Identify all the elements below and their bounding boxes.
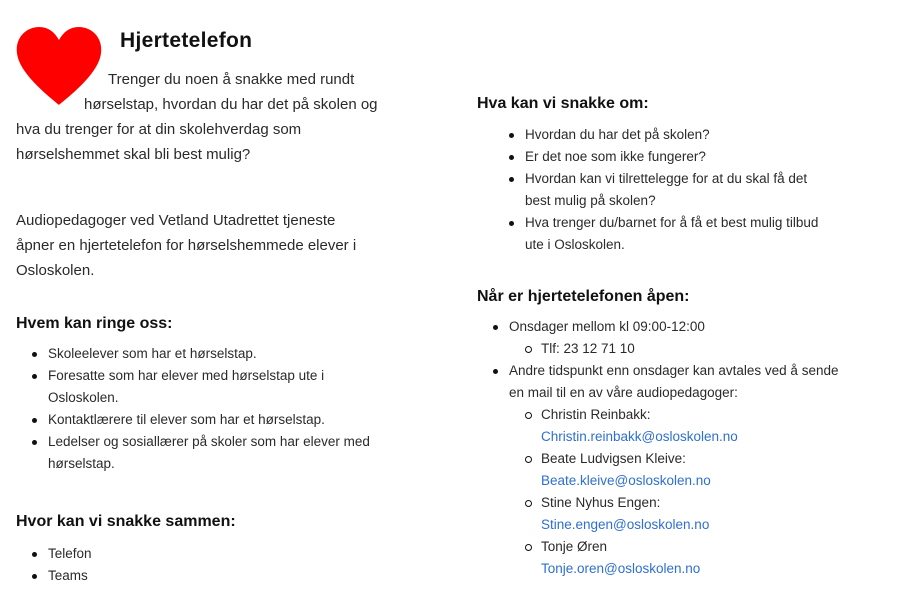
about-line: Audiopedagoger ved Vetland Utadrettet tjeneste	[16, 212, 336, 229]
about-paragraph	[16, 208, 356, 283]
bullet-icon	[32, 352, 37, 357]
circle-bullet-icon	[525, 500, 532, 507]
list-item	[509, 338, 838, 360]
circle-bullet-icon	[525, 346, 532, 353]
topics-list	[525, 124, 818, 256]
contact-item	[509, 448, 838, 492]
list-item: Hvordan kan vi tilrettelegge for at du skal få det best mulig på skolen?	[525, 168, 818, 212]
list-item: Ledelser og sosiallærer på skoler som har elever med hørselstap.	[48, 431, 370, 475]
list-item: Foresatte som har elever med hørselstap ute i Osloskolen.	[48, 365, 370, 409]
about-line: Osloskolen.	[16, 262, 95, 279]
topics-heading: Hva kan vi snakke om:	[477, 95, 649, 112]
bullet-icon	[32, 418, 37, 423]
bullet-icon	[509, 155, 514, 160]
contact-email-link[interactable]: Beate.kleive@osloskolen.no	[541, 473, 711, 488]
about-line: åpner en hjertetelefon for hørselshemmede elever i	[16, 237, 357, 254]
contact-name: Christin Reinbakk:	[541, 407, 651, 422]
page-title: Hjertetelefon	[120, 29, 253, 52]
who-heading: Hvem kan ringe oss:	[16, 315, 173, 332]
phone-number: Tlf: 23 12 71 10	[541, 341, 635, 356]
intro-line: hva du trenger for at din skolehverdag som	[16, 121, 302, 138]
bullet-icon	[32, 552, 37, 557]
contact-email-link[interactable]: Christin.reinbakk@osloskolen.no	[541, 429, 738, 444]
circle-bullet-icon	[525, 544, 532, 551]
intro-line: hørselshemmet skal bli best mulig?	[16, 146, 251, 163]
contact-email-link[interactable]: Stine.engen@osloskolen.no	[541, 517, 710, 532]
list-item: Er det noe som ikke fungerer?	[525, 146, 818, 168]
open-list	[509, 316, 838, 580]
list-item: Teams	[48, 565, 92, 587]
list-item: Hva trenger du/barnet for å få et best mulig tilbud ute i Osloskolen.	[525, 212, 818, 256]
contact-name: Stine Nyhus Engen:	[541, 495, 661, 510]
circle-bullet-icon	[525, 456, 532, 463]
list-item: Telefon	[48, 543, 92, 565]
open-heading: Når er hjertetelefonen åpen:	[477, 288, 690, 305]
list-item: Hvordan du har det på skolen?	[525, 124, 818, 146]
bullet-icon	[493, 369, 498, 374]
bullet-icon	[509, 133, 514, 138]
intro-line: hørselstap, hvordan du har det på skolen og	[84, 96, 378, 113]
bullet-icon	[509, 177, 514, 182]
bullet-icon	[509, 221, 514, 226]
bullet-icon	[32, 440, 37, 445]
contact-item	[509, 492, 838, 536]
contact-item	[509, 536, 838, 580]
where-list	[48, 543, 92, 587]
list-item: Skoleelever som har et hørselstap.	[48, 343, 370, 365]
who-list	[48, 343, 370, 475]
contact-name: Tonje Øren	[541, 539, 608, 554]
bullet-icon	[493, 325, 498, 330]
intro-line: Trenger du noen å snakke med rundt	[108, 71, 355, 88]
list-item: Onsdager mellom kl 09:00-12:00	[509, 316, 838, 338]
contact-name: Beate Ludvigsen Kleive:	[541, 451, 686, 466]
bullet-icon	[32, 374, 37, 379]
where-heading: Hvor kan vi snakke sammen:	[16, 513, 236, 530]
list-item: Andre tidspunkt enn onsdager kan avtales ved å sende en mail til en av våre audiopedagoger:	[509, 360, 838, 404]
circle-bullet-icon	[525, 412, 532, 419]
contact-email-link[interactable]: Tonje.oren@osloskolen.no	[541, 561, 701, 576]
contact-item	[509, 404, 838, 448]
bullet-icon	[32, 574, 37, 579]
list-item: Kontaktlærere til elever som har et hørselstap.	[48, 409, 370, 431]
